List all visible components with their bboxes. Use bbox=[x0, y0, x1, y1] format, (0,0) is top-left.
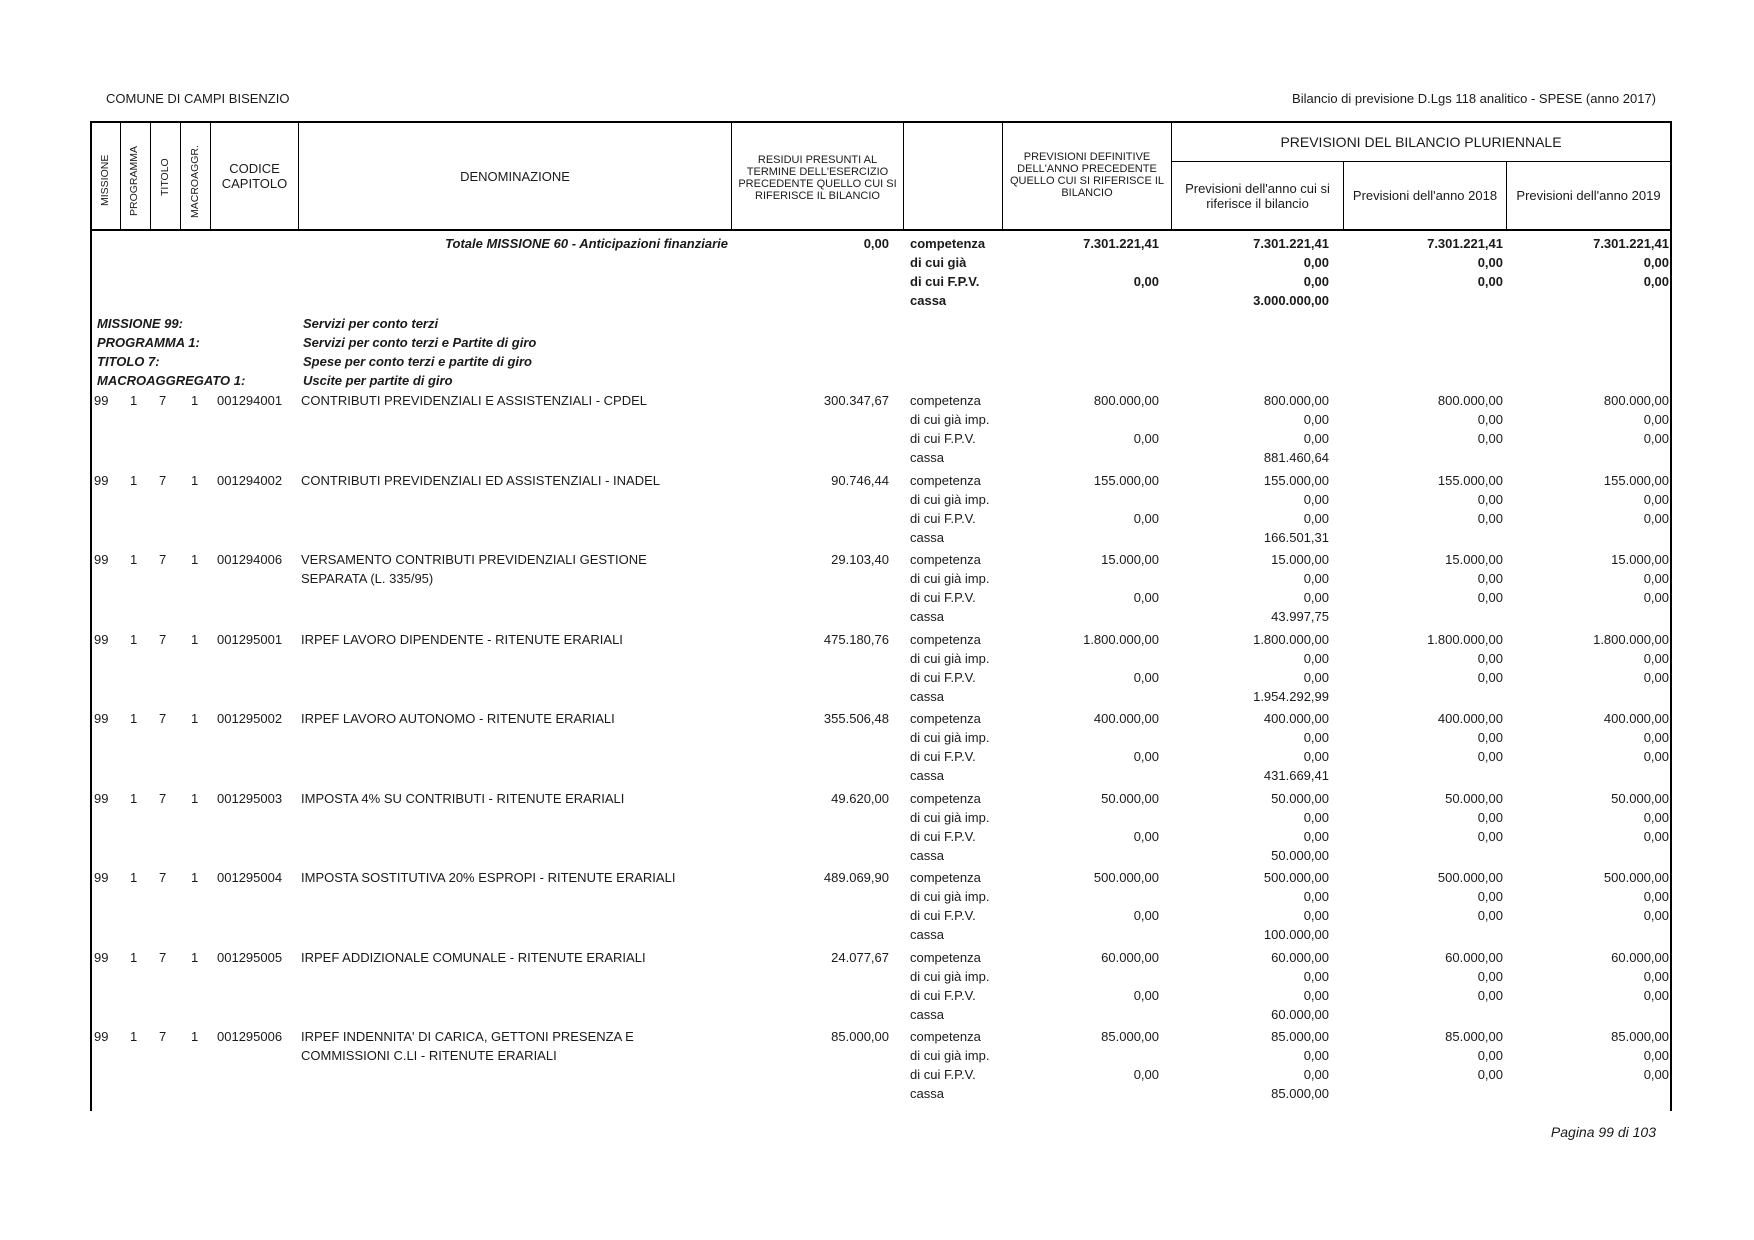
cell-voce: di cui F.P.V. bbox=[910, 590, 976, 605]
cell-codice: 001295004 bbox=[217, 870, 283, 885]
cell-voce: competenza bbox=[910, 632, 981, 647]
cell-denominazione: IMPOSTA SOSTITUTIVA 20% ESPROPI - RITENUTE ERARIALI bbox=[301, 870, 676, 885]
cell-voce: competenza bbox=[910, 950, 981, 965]
cell-anno-2018: 15.000,00 bbox=[1445, 552, 1503, 567]
cell-anno-corrente: 0,00 bbox=[1303, 730, 1329, 745]
cell-anno-corrente: 0,00 bbox=[1303, 810, 1329, 825]
cell-voce: di cui F.P.V. bbox=[910, 988, 976, 1003]
cell-anno-2019: 50.000,00 bbox=[1611, 791, 1669, 806]
totale-label-fpv: di cui F.P.V. bbox=[910, 274, 980, 289]
cell-programma: 1 bbox=[130, 1029, 138, 1044]
col-titolo: TITOLO bbox=[159, 158, 171, 196]
cell-prev-def: 85.000,00 bbox=[1101, 1029, 1159, 1044]
cell-anno-2019: 0,00 bbox=[1643, 749, 1669, 764]
cell-denominazione: IRPEF LAVORO DIPENDENTE - RITENUTE ERARIALI bbox=[301, 632, 623, 647]
cell-prev-def: 0,00 bbox=[1133, 908, 1159, 923]
cell-denominazione: COMMISSIONI C.LI - RITENUTE ERARIALI bbox=[301, 1048, 557, 1063]
cell-anno-2019: 500.000,00 bbox=[1603, 870, 1669, 885]
cell-voce: di cui già imp. bbox=[910, 1048, 990, 1063]
cell-anno-2018: 500.000,00 bbox=[1437, 870, 1503, 885]
cell-codice: 001295001 bbox=[217, 632, 283, 647]
cell-residui: 49.620,00 bbox=[831, 791, 889, 806]
totale-label-cassa: cassa bbox=[910, 293, 947, 308]
cell-anno-2019: 15.000,00 bbox=[1611, 552, 1669, 567]
cell-anno-corrente: 43.997,75 bbox=[1271, 609, 1329, 624]
totale-prev-fpv: 0,00 bbox=[1133, 274, 1159, 289]
cell-titolo: 7 bbox=[159, 473, 167, 488]
cell-titolo: 7 bbox=[159, 711, 167, 726]
cell-anno-2018: 0,00 bbox=[1477, 730, 1503, 745]
cell-anno-2019: 0,00 bbox=[1643, 730, 1669, 745]
cell-missione: 99 bbox=[94, 632, 109, 647]
col-denominazione: DENOMINAZIONE bbox=[460, 168, 570, 184]
cell-titolo: 7 bbox=[159, 870, 167, 885]
cell-anno-corrente: 50.000,00 bbox=[1271, 791, 1329, 806]
cell-missione: 99 bbox=[94, 791, 109, 806]
cell-anno-2018: 0,00 bbox=[1477, 889, 1503, 904]
cell-anno-corrente: 155.000,00 bbox=[1263, 473, 1329, 488]
cell-anno-corrente: 0,00 bbox=[1303, 1067, 1329, 1082]
cell-denominazione: IRPEF LAVORO AUTONOMO - RITENUTE ERARIALI bbox=[301, 711, 615, 726]
totale-a2-fpv: 0,00 bbox=[1643, 274, 1669, 289]
cell-anno-2018: 0,00 bbox=[1477, 1048, 1503, 1063]
cell-macroaggr: 1 bbox=[191, 473, 199, 488]
totale-a0-dicuigia: 0,00 bbox=[1303, 255, 1329, 270]
cell-anno-2019: 0,00 bbox=[1643, 1067, 1669, 1082]
cell-macroaggr: 1 bbox=[191, 552, 199, 567]
cell-anno-2019: 0,00 bbox=[1643, 571, 1669, 586]
cell-voce: di cui F.P.V. bbox=[910, 511, 976, 526]
cell-anno-2019: 800.000,00 bbox=[1603, 393, 1669, 408]
cell-macroaggr: 1 bbox=[191, 393, 199, 408]
totale-label: Totale MISSIONE 60 - Anticipazioni finanziarie bbox=[445, 236, 728, 251]
cell-anno-corrente: 1.800.000,00 bbox=[1253, 632, 1329, 647]
cell-anno-corrente: 500.000,00 bbox=[1263, 870, 1329, 885]
totale-a2-competenza: 7.301.221,41 bbox=[1593, 236, 1669, 251]
cell-programma: 1 bbox=[130, 632, 138, 647]
cell-anno-2019: 0,00 bbox=[1643, 670, 1669, 685]
cell-voce: cassa bbox=[910, 530, 944, 545]
cell-anno-2019: 0,00 bbox=[1643, 810, 1669, 825]
cell-anno-2018: 0,00 bbox=[1477, 969, 1503, 984]
section-value: Servizi per conto terzi e Partite di giro bbox=[303, 335, 537, 350]
cell-anno-corrente: 85.000,00 bbox=[1271, 1086, 1329, 1101]
cell-anno-corrente: 0,00 bbox=[1303, 829, 1329, 844]
cell-anno-2018: 0,00 bbox=[1477, 1067, 1503, 1082]
cell-voce: cassa bbox=[910, 689, 944, 704]
cell-voce: di cui F.P.V. bbox=[910, 829, 976, 844]
cell-titolo: 7 bbox=[159, 791, 167, 806]
cell-anno-2019: 0,00 bbox=[1643, 492, 1669, 507]
cell-voce: competenza bbox=[910, 552, 981, 567]
cell-prev-def: 60.000,00 bbox=[1101, 950, 1159, 965]
cell-anno-2018: 0,00 bbox=[1477, 908, 1503, 923]
cell-residui: 24.077,67 bbox=[831, 950, 889, 965]
cell-anno-2018: 1.800.000,00 bbox=[1427, 632, 1503, 647]
cell-voce: cassa bbox=[910, 609, 944, 624]
cell-voce: competenza bbox=[910, 473, 981, 488]
cell-anno-corrente: 1.954.292,99 bbox=[1253, 689, 1329, 704]
totale-label-dicuigia: di cui già bbox=[910, 255, 967, 270]
totale-a0-cassa: 3.000.000,00 bbox=[1253, 293, 1329, 308]
cell-anno-corrente: 60.000,00 bbox=[1271, 1007, 1329, 1022]
cell-anno-2019: 0,00 bbox=[1643, 511, 1669, 526]
cell-voce: di cui F.P.V. bbox=[910, 749, 976, 764]
cell-anno-corrente: 0,00 bbox=[1303, 492, 1329, 507]
cell-missione: 99 bbox=[94, 870, 109, 885]
cell-missione: 99 bbox=[94, 473, 109, 488]
cell-prev-def: 0,00 bbox=[1133, 988, 1159, 1003]
cell-prev-def: 0,00 bbox=[1133, 749, 1159, 764]
cell-voce: cassa bbox=[910, 1007, 944, 1022]
cell-voce: di cui F.P.V. bbox=[910, 1067, 976, 1082]
cell-voce: di cui F.P.V. bbox=[910, 908, 976, 923]
section-key: PROGRAMMA 1: bbox=[97, 335, 200, 350]
cell-anno-2019: 0,00 bbox=[1643, 969, 1669, 984]
cell-codice: 001294001 bbox=[217, 393, 283, 408]
cell-anno-2018: 0,00 bbox=[1477, 511, 1503, 526]
cell-codice: 001295003 bbox=[217, 791, 283, 806]
section-key: MISSIONE 99: bbox=[97, 316, 183, 331]
cell-anno-2018: 0,00 bbox=[1477, 749, 1503, 764]
cell-anno-2018: 0,00 bbox=[1477, 651, 1503, 666]
cell-voce: competenza bbox=[910, 711, 981, 726]
cell-voce: competenza bbox=[910, 393, 981, 408]
cell-residui: 90.746,44 bbox=[831, 473, 889, 488]
cell-voce: di cui già imp. bbox=[910, 969, 990, 984]
cell-voce: di cui già imp. bbox=[910, 571, 990, 586]
cell-anno-2019: 0,00 bbox=[1643, 889, 1669, 904]
col-codice: CODICE CAPITOLO bbox=[221, 161, 288, 191]
cell-voce: competenza bbox=[910, 791, 981, 806]
cell-anno-2018: 0,00 bbox=[1477, 571, 1503, 586]
cell-anno-2018: 0,00 bbox=[1477, 810, 1503, 825]
cell-anno-corrente: 0,00 bbox=[1303, 889, 1329, 904]
cell-prev-def: 0,00 bbox=[1133, 590, 1159, 605]
cell-anno-2019: 85.000,00 bbox=[1611, 1029, 1669, 1044]
cell-macroaggr: 1 bbox=[191, 870, 199, 885]
col-macroaggr: MACROAGGR. bbox=[189, 145, 201, 218]
cell-anno-corrente: 166.501,31 bbox=[1263, 530, 1329, 545]
cell-anno-2018: 0,00 bbox=[1477, 590, 1503, 605]
cell-anno-2018: 50.000,00 bbox=[1445, 791, 1503, 806]
cell-missione: 99 bbox=[94, 950, 109, 965]
cell-missione: 99 bbox=[94, 711, 109, 726]
cell-denominazione: CONTRIBUTI PREVIDENZIALI ED ASSISTENZIALI - INADEL bbox=[301, 473, 661, 488]
cell-codice: 001295006 bbox=[217, 1029, 283, 1044]
cell-macroaggr: 1 bbox=[191, 1029, 199, 1044]
cell-missione: 99 bbox=[94, 393, 109, 408]
cell-prev-def: 0,00 bbox=[1133, 829, 1159, 844]
cell-voce: cassa bbox=[910, 848, 944, 863]
cell-voce: competenza bbox=[910, 1029, 981, 1044]
col-anno-2018: Previsioni dell'anno 2018 bbox=[1352, 188, 1498, 203]
cell-codice: 001295005 bbox=[217, 950, 283, 965]
cell-macroaggr: 1 bbox=[191, 950, 199, 965]
cell-titolo: 7 bbox=[159, 1029, 167, 1044]
totale-residui: 0,00 bbox=[863, 236, 889, 251]
totale-a1-competenza: 7.301.221,41 bbox=[1427, 236, 1503, 251]
cell-anno-corrente: 15.000,00 bbox=[1271, 552, 1329, 567]
cell-anno-corrente: 431.669,41 bbox=[1263, 768, 1329, 783]
cell-voce: di cui già imp. bbox=[910, 492, 990, 507]
cell-programma: 1 bbox=[130, 552, 138, 567]
cell-anno-2018: 0,00 bbox=[1477, 412, 1503, 427]
cell-programma: 1 bbox=[130, 711, 138, 726]
section-value: Uscite per partite di giro bbox=[303, 373, 453, 388]
cell-anno-2018: 60.000,00 bbox=[1445, 950, 1503, 965]
cell-anno-2018: 85.000,00 bbox=[1445, 1029, 1503, 1044]
cell-anno-2019: 1.800.000,00 bbox=[1593, 632, 1669, 647]
cell-prev-def: 500.000,00 bbox=[1093, 870, 1159, 885]
col-residui: RESIDUI PRESUNTI AL TERMINE DELL'ESERCIZIO PRECEDENTE QUELLO CUI SI RIFERISCE IL BILANCIO bbox=[738, 154, 897, 202]
cell-anno-2019: 0,00 bbox=[1643, 431, 1669, 446]
cell-anno-corrente: 881.460,64 bbox=[1263, 450, 1329, 465]
cell-prev-def: 155.000,00 bbox=[1093, 473, 1159, 488]
cell-anno-corrente: 0,00 bbox=[1303, 431, 1329, 446]
cell-residui: 300.347,67 bbox=[823, 393, 889, 408]
cell-anno-corrente: 0,00 bbox=[1303, 511, 1329, 526]
cell-missione: 99 bbox=[94, 552, 109, 567]
cell-residui: 29.103,40 bbox=[831, 552, 889, 567]
cell-anno-corrente: 100.000,00 bbox=[1263, 927, 1329, 942]
cell-voce: cassa bbox=[910, 768, 944, 783]
cell-prev-def: 1.800.000,00 bbox=[1083, 632, 1159, 647]
cell-prev-def: 0,00 bbox=[1133, 511, 1159, 526]
col-pluriennale: PREVISIONI DEL BILANCIO PLURIENNALE bbox=[1280, 134, 1562, 150]
cell-denominazione: SEPARATA (L. 335/95) bbox=[301, 571, 434, 586]
cell-codice: 001294006 bbox=[217, 552, 283, 567]
cell-macroaggr: 1 bbox=[191, 632, 199, 647]
cell-voce: di cui già imp. bbox=[910, 810, 990, 825]
cell-anno-corrente: 0,00 bbox=[1303, 969, 1329, 984]
cell-titolo: 7 bbox=[159, 552, 167, 567]
cell-anno-2019: 155.000,00 bbox=[1603, 473, 1669, 488]
cell-programma: 1 bbox=[130, 950, 138, 965]
cell-anno-2019: 0,00 bbox=[1643, 651, 1669, 666]
cell-prev-def: 0,00 bbox=[1133, 1067, 1159, 1082]
cell-denominazione: IRPEF INDENNITA' DI CARICA, GETTONI PRESENZA E bbox=[301, 1029, 634, 1044]
comune-title: COMUNE DI CAMPI BISENZIO bbox=[106, 91, 290, 106]
cell-anno-corrente: 800.000,00 bbox=[1263, 393, 1329, 408]
section-value: Spese per conto terzi e partite di giro bbox=[303, 354, 532, 369]
cell-anno-2019: 400.000,00 bbox=[1603, 711, 1669, 726]
cell-anno-corrente: 0,00 bbox=[1303, 988, 1329, 1003]
totale-label-competenza: competenza bbox=[910, 236, 986, 251]
cell-titolo: 7 bbox=[159, 393, 167, 408]
cell-voce: di cui già imp. bbox=[910, 730, 990, 745]
cell-macroaggr: 1 bbox=[191, 791, 199, 806]
cell-prev-def: 0,00 bbox=[1133, 670, 1159, 685]
col-anno-2019: Previsioni dell'anno 2019 bbox=[1516, 188, 1661, 203]
cell-macroaggr: 1 bbox=[191, 711, 199, 726]
cell-anno-2018: 0,00 bbox=[1477, 492, 1503, 507]
cell-denominazione: CONTRIBUTI PREVIDENZIALI E ASSISTENZIALI - CPDEL bbox=[301, 393, 648, 408]
cell-codice: 001295002 bbox=[217, 711, 283, 726]
section-key: TITOLO 7: bbox=[97, 354, 160, 369]
totale-a2-dicuigia: 0,00 bbox=[1643, 255, 1669, 270]
cell-anno-corrente: 85.000,00 bbox=[1271, 1029, 1329, 1044]
section-key: MACROAGGREGATO 1: bbox=[97, 373, 246, 388]
cell-anno-2018: 0,00 bbox=[1477, 431, 1503, 446]
cell-anno-2019: 0,00 bbox=[1643, 829, 1669, 844]
cell-anno-corrente: 0,00 bbox=[1303, 1048, 1329, 1063]
cell-voce: di cui già imp. bbox=[910, 889, 990, 904]
col-previsioni-definitive: PREVISIONI DEFINITIVE DELL'ANNO PRECEDENTE QUELLO CUI SI RIFERISCE IL BILANCIO bbox=[1009, 151, 1165, 199]
cell-voce: competenza bbox=[910, 870, 981, 885]
cell-anno-2019: 0,00 bbox=[1643, 988, 1669, 1003]
cell-residui: 475.180,76 bbox=[823, 632, 889, 647]
col-anno-corrente: Previsioni dell'anno cui si riferisce il bilancio bbox=[1185, 180, 1330, 211]
cell-titolo: 7 bbox=[159, 632, 167, 647]
totale-a0-competenza: 7.301.221,41 bbox=[1253, 236, 1329, 251]
cell-anno-corrente: 0,00 bbox=[1303, 651, 1329, 666]
page-number: Pagina 99 di 103 bbox=[1550, 1124, 1656, 1140]
cell-programma: 1 bbox=[130, 791, 138, 806]
cell-anno-2019: 0,00 bbox=[1643, 590, 1669, 605]
cell-anno-2018: 155.000,00 bbox=[1437, 473, 1503, 488]
cell-programma: 1 bbox=[130, 473, 138, 488]
cell-anno-corrente: 50.000,00 bbox=[1271, 848, 1329, 863]
cell-anno-corrente: 0,00 bbox=[1303, 908, 1329, 923]
cell-denominazione: IRPEF ADDIZIONALE COMUNALE - RITENUTE ERARIALI bbox=[301, 950, 646, 965]
cell-voce: cassa bbox=[910, 1086, 944, 1101]
totale-a1-dicuigia: 0,00 bbox=[1477, 255, 1503, 270]
cell-voce: cassa bbox=[910, 450, 944, 465]
document-title: Bilancio di previsione D.Lgs 118 analitico - SPESE (anno 2017) bbox=[1292, 91, 1656, 106]
section-value: Servizi per conto terzi bbox=[303, 316, 439, 331]
cell-residui: 85.000,00 bbox=[831, 1029, 889, 1044]
totale-a0-fpv: 0,00 bbox=[1303, 274, 1329, 289]
cell-voce: cassa bbox=[910, 927, 944, 942]
totale-prev-competenza: 7.301.221,41 bbox=[1083, 236, 1159, 251]
cell-anno-corrente: 0,00 bbox=[1303, 670, 1329, 685]
cell-anno-2018: 0,00 bbox=[1477, 988, 1503, 1003]
totale-a1-fpv: 0,00 bbox=[1477, 274, 1503, 289]
cell-denominazione: VERSAMENTO CONTRIBUTI PREVIDENZIALI GESTIONE bbox=[301, 552, 647, 567]
cell-voce: di cui già imp. bbox=[910, 412, 990, 427]
cell-anno-2019: 60.000,00 bbox=[1611, 950, 1669, 965]
cell-residui: 489.069,90 bbox=[823, 870, 889, 885]
col-programma: PROGRAMMA bbox=[128, 145, 140, 216]
cell-prev-def: 0,00 bbox=[1133, 431, 1159, 446]
cell-anno-corrente: 0,00 bbox=[1303, 412, 1329, 427]
cell-titolo: 7 bbox=[159, 950, 167, 965]
cell-prev-def: 15.000,00 bbox=[1101, 552, 1159, 567]
cell-anno-corrente: 400.000,00 bbox=[1263, 711, 1329, 726]
cell-denominazione: IMPOSTA 4% SU CONTRIBUTI - RITENUTE ERARIALI bbox=[301, 791, 625, 806]
cell-anno-corrente: 0,00 bbox=[1303, 590, 1329, 605]
cell-anno-corrente: 60.000,00 bbox=[1271, 950, 1329, 965]
cell-residui: 355.506,48 bbox=[823, 711, 889, 726]
cell-anno-corrente: 0,00 bbox=[1303, 749, 1329, 764]
cell-programma: 1 bbox=[130, 870, 138, 885]
cell-voce: di cui già imp. bbox=[910, 651, 990, 666]
col-missione: MISSIONE bbox=[99, 154, 111, 206]
cell-voce: di cui F.P.V. bbox=[910, 670, 976, 685]
cell-voce: di cui F.P.V. bbox=[910, 431, 976, 446]
cell-anno-corrente: 0,00 bbox=[1303, 571, 1329, 586]
cell-programma: 1 bbox=[130, 393, 138, 408]
cell-codice: 001294002 bbox=[217, 473, 283, 488]
cell-missione: 99 bbox=[94, 1029, 109, 1044]
cell-prev-def: 400.000,00 bbox=[1093, 711, 1159, 726]
cell-prev-def: 50.000,00 bbox=[1101, 791, 1159, 806]
cell-anno-2018: 0,00 bbox=[1477, 829, 1503, 844]
cell-anno-2018: 0,00 bbox=[1477, 670, 1503, 685]
cell-anno-2019: 0,00 bbox=[1643, 412, 1669, 427]
cell-anno-2018: 400.000,00 bbox=[1437, 711, 1503, 726]
cell-anno-2019: 0,00 bbox=[1643, 908, 1669, 923]
cell-anno-2018: 800.000,00 bbox=[1437, 393, 1503, 408]
cell-prev-def: 800.000,00 bbox=[1093, 393, 1159, 408]
cell-anno-2019: 0,00 bbox=[1643, 1048, 1669, 1063]
